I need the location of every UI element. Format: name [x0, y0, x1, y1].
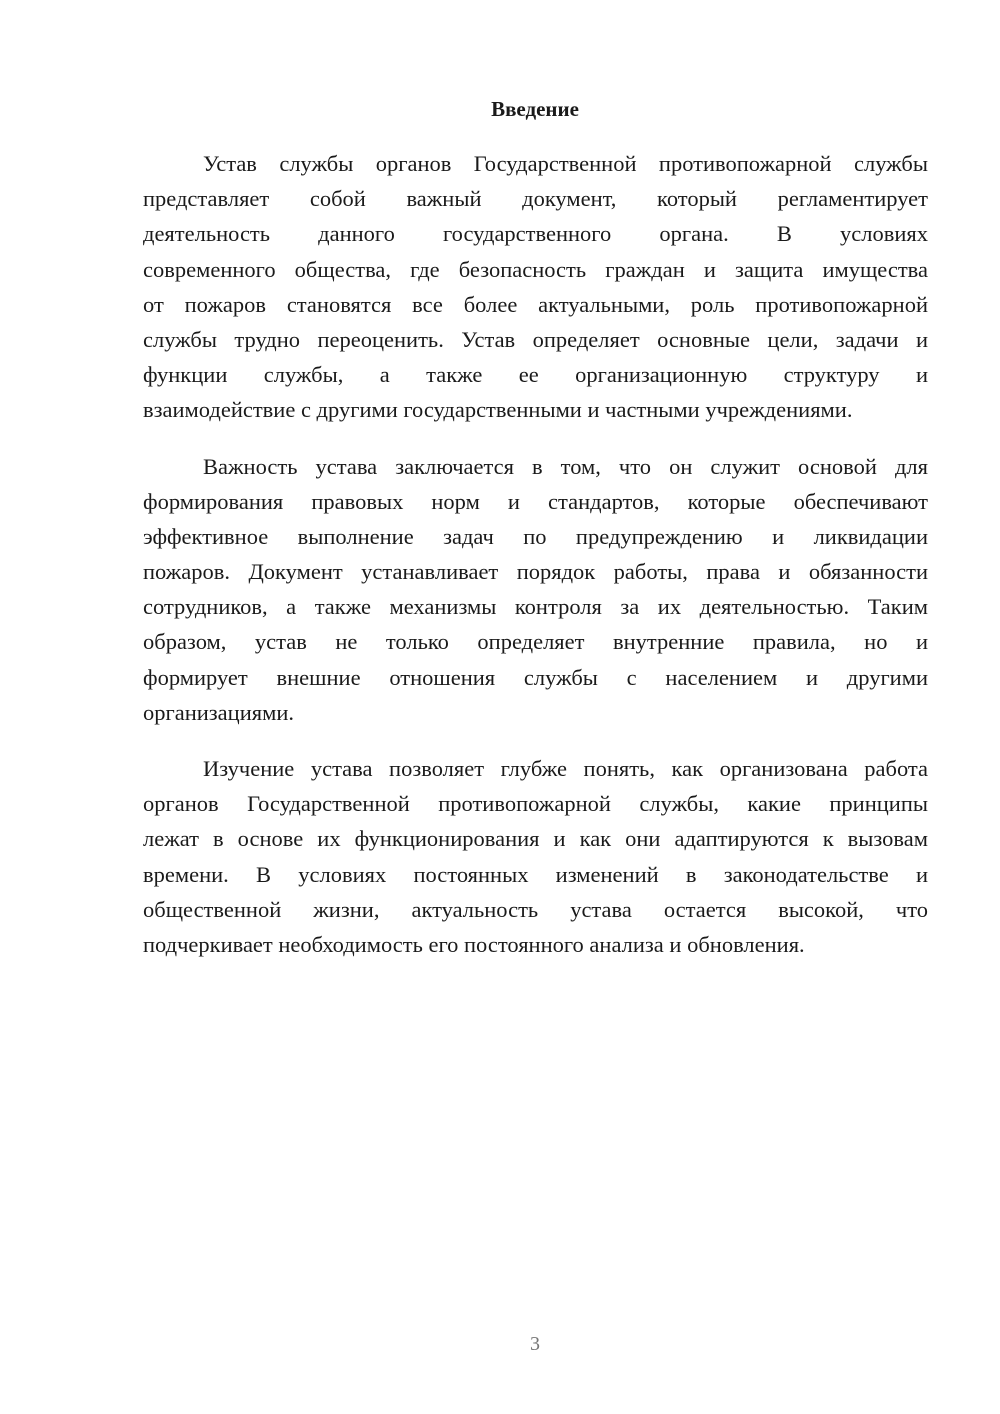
text-line: Изучение устава позволяет глубже понять, как организована работа [203, 756, 928, 781]
page-number: 3 [530, 1333, 540, 1355]
text-line: органов Государственной противопожарной службы, какие принципы [143, 791, 928, 817]
text-line: формирует внешние отношения службы с населением и другими [143, 664, 928, 690]
text-line: взаимодействие с другими государственными и частными учреждениями. [143, 397, 853, 423]
paragraph [143, 449, 928, 731]
text-line: пожаров. Документ устанавливает порядок работы, права и обязанности [143, 559, 928, 585]
text-line: службы трудно переоценить. Устав определяет основные цели, задачи и [143, 326, 928, 352]
text-line: формирования правовых норм и стандартов, которые обеспечивают [143, 488, 928, 514]
text-line: эффективное выполнение задач по предупреждению и ликвидации [143, 523, 928, 549]
text-line: от пожаров становятся все более актуальными, роль противопожарной [143, 291, 928, 317]
text-line: подчеркивает необходимость его постоянного анализа и обновления. [143, 931, 805, 957]
text-line: Устав службы органов Государственной противопожарной службы [203, 151, 928, 176]
text-line: сотрудников, а также механизмы контроля за их деятельностью. Таким [143, 594, 928, 620]
text-line: современного общества, где безопасность граждан и защита имущества [143, 256, 928, 282]
paragraph [143, 146, 928, 428]
text-line: образом, устав не только определяет внутренние правила, но и [143, 629, 928, 655]
text-line: лежат в основе их функционирования и как они адаптируются к вызовам [143, 826, 928, 852]
text-line: функции службы, а также ее организационную структуру и [143, 362, 928, 388]
text-line: представляет собой важный документ, который регламентирует [143, 186, 928, 212]
text-line: Важность устава заключается в том, что он служит основой для [203, 453, 928, 479]
text-line: организациями. [143, 699, 295, 725]
paragraph [143, 751, 928, 962]
text-line: общественной жизни, актуальность устава остается высокой, что [143, 896, 928, 922]
text-line: деятельность данного государственного органа. В условиях [143, 221, 928, 247]
section-title: Введение [491, 97, 579, 121]
text-line: времени. В условиях постоянных изменений в законодательстве и [143, 861, 928, 887]
document-body [143, 146, 928, 983]
